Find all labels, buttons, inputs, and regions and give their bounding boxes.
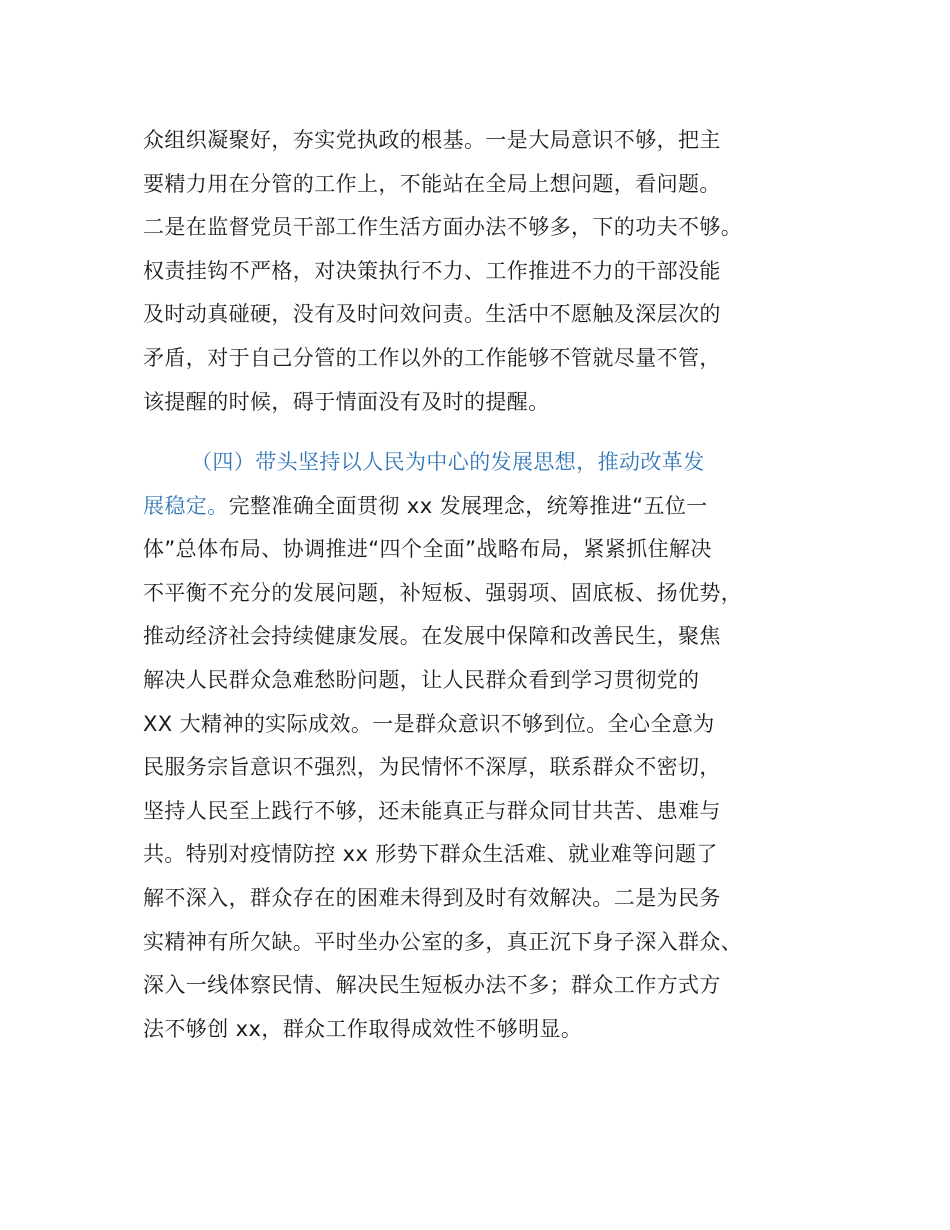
text-line: 推动经济社会持续健康发展。在发展中保障和改善民生，聚焦 <box>143 624 721 649</box>
text-line: 解决人民群众急难愁盼问题，让人民群众看到学习贯彻党的 <box>143 667 700 692</box>
text-line: 实精神有所欠缺。平时坐办公室的多，真正沉下身子深入群众、 <box>143 929 743 954</box>
text-segment: 完整准确全面贯彻 xx 发展理念，统筹推进“五位一 <box>228 493 708 518</box>
text-line: 坚持人民至上践行不够，还未能真正与群众同甘共苦、患难与 <box>143 798 721 823</box>
section-heading-continued: 展稳定。 <box>143 493 229 518</box>
paragraph-2 <box>143 441 863 1051</box>
text-line: 该提醒的时候，碍于情面没有及时的提醒。 <box>143 389 550 414</box>
section-heading: （四）带头坚持以人民为中心的发展思想，推动改革发 <box>191 450 705 474</box>
text-line: 民服务宗旨意识不强烈，为民情怀不深厚，联系群众不密切， <box>143 755 721 780</box>
text-line: 体”总体布局、协调推进“四个全面”战略布局，紧紧抓住解决 <box>143 537 712 562</box>
text-line: 深入一线体察民情、解决民生短板办法不多；群众工作方式方 <box>143 973 721 998</box>
text-line: 不平衡不充分的发展问题，补短板、强弱项、固底板、扬优势， <box>143 580 743 605</box>
text-line: 及时动真碰硬，没有及时问效问责。生活中不愿触及深层次的 <box>143 302 721 327</box>
text-line: 众组织凝聚好，夯实党执政的根基。一是大局意识不够，把主 <box>143 128 721 152</box>
text-line: 矛盾，对于自己分管的工作以外的工作能够不管就尽量不管， <box>143 345 721 370</box>
text-line: 法不够创 xx，群众工作取得成效性不够明显。 <box>143 1016 583 1041</box>
text-line: 二是在监督党员干部工作生活方面办法不够多，下的功夫不够。 <box>143 215 743 240</box>
text-line: 解不深入，群众存在的困难未得到及时有效解决。二是为民务 <box>143 885 721 910</box>
paragraph-1 <box>143 119 863 424</box>
text-line: 共。特别对疫情防控 xx 形势下群众生活难、就业难等问题了 <box>143 842 718 867</box>
text-line: 权责挂钩不严格，对决策执行不力、工作推进不力的干部没能 <box>143 258 721 283</box>
text-line <box>143 485 863 529</box>
text-line: 要精力用在分管的工作上，不能站在全局上想问题，看问题。 <box>143 171 721 196</box>
text-line: XX 大精神的实际成效。一是群众意识不够到位。全心全意为 <box>143 711 715 736</box>
